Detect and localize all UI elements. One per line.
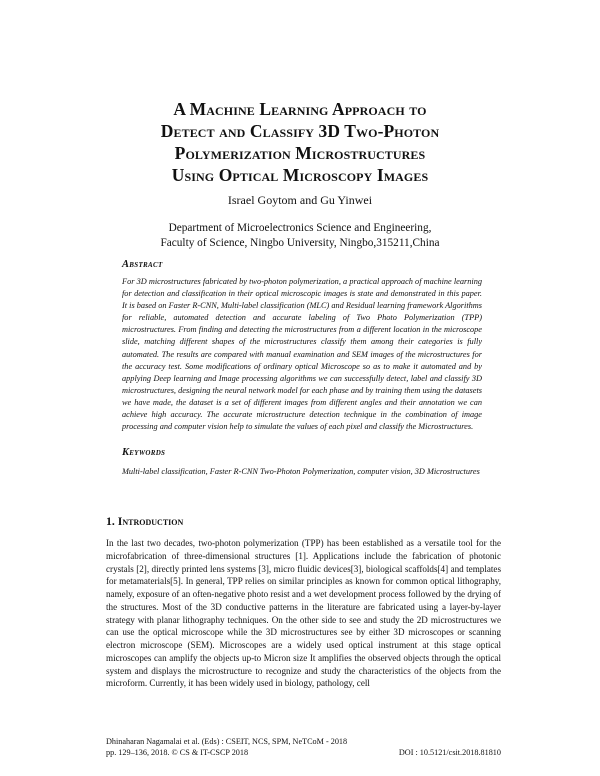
affiliation-line: Department of Microelectronics Science and Engineering, <box>168 222 432 234</box>
affiliation-line: Faculty of Science, Ningbo University, Ningbo,315211,China <box>160 237 440 249</box>
section-title: Introduction <box>117 514 184 528</box>
title-line: Polymerization Microstructures <box>174 143 426 163</box>
section-number: 1. <box>106 514 118 528</box>
authors: Israel Goytom and Gu Yinwei <box>227 193 373 207</box>
title-line: Using Optical Microscopy Images <box>171 165 429 185</box>
affiliation <box>60 221 540 251</box>
footer-editors: Dhinaharan Nagamalai et al. (Eds) : CSEIT, NCS, SPM, NeTCoM - 2018 <box>106 737 348 746</box>
keywords-heading: Keywords <box>122 447 166 458</box>
paper-title <box>60 98 540 186</box>
title-line: Detect and Classify 3D Two-Photon <box>160 121 440 141</box>
abstract-text: For 3D microstructures fabricated by two-photon polymerization, a practical approach of machine learning for detection and classification in their optical microscopic images is state and demonstrated in this paper. It is based on Faster R-CNN, Multi-label classification (MLC) and Residual learning framework Algorithms for reliable, automated detection and accurate labeling of Two Photo Polymerization (TPP) microstructures. From finding and detecting the microstructures from a different location in the microscope slide, matching different shapes of the microstructures classify them among their categories is fully automated. The results are compared with manual examination and SEM images of the microstructures for the accuracy test. Some modifications of ordinary optical Microscope so as to make it automated and by applying Deep learning and Image processing algorithms we can successfully detect, label and classify 3D microstructures, designing the neural network model for each phase and by training them using the datasets we have made, the dataset is a set of different images from different angles and their annotation we can achieve high accuracy. The accurate microstructure detection technique in the combination of image processing and computer vision help to simulate the values of each pixel and classify the Microstructures. <box>122 277 482 432</box>
abstract-heading: Abstract <box>122 259 163 270</box>
title-line: A Machine Learning Approach to <box>173 99 427 119</box>
keywords-text: Multi-label classification, Faster R-CNN Two-Photon Polymerization, computer vision, 3D Microstructures <box>122 467 480 476</box>
introduction-text: In the last two decades, two-photon polymerization (TPP) has been established as a versatile tool for the microfabrication of three-dimensional structures [1]. Applications include the fabrication of photonic crystals [2], directly printed lens systems [3], micro fluidic devices[3], biological scaffolds[4] and templates for metamaterials[5]. In general, TPP relies on similar principles as known for common optical lithography, namely, exposure of an often-negative photo resist and a wet development process followed by the drying of the structures. Most of the 3D conductive patterns in the literature are fabricated using a layer-by-layer strategy with planar lithography techniques. On the other side to see and study the 2D microstructures we can use the optical microscope while the 3D microstructures see by either 3D microscopes or scanning electron microscope (SEM). Microscopes are a widely used optical instrument at this stage optical microscopes can amplify the objects up-to Micron size It amplifies the observed objects through the optical system and displays the microstructure to recognize and study the characteristics of the objects from the microform. Currently, it has been widely used in biology, pathology, cell <box>106 538 501 689</box>
page-footer <box>106 736 501 758</box>
footer-pages: pp. 129–136, 2018. © CS & IT-CSCP 2018 <box>106 748 249 757</box>
footer-doi: DOI : 10.5121/csit.2018.81810 <box>398 748 501 757</box>
introduction-heading <box>106 514 183 529</box>
